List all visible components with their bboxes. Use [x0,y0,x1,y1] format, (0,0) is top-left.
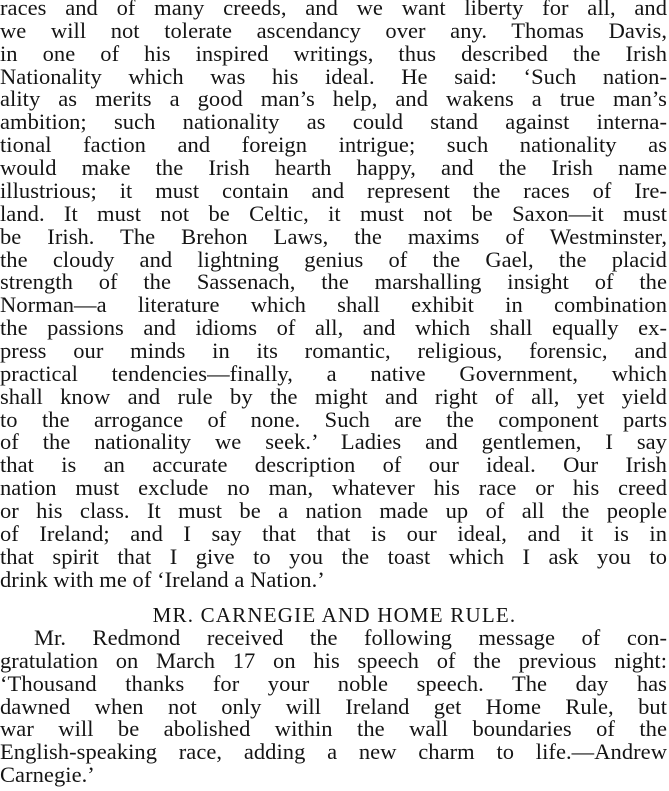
text-line: drink with me of ‘Ireland a Nation.’ [0,566,325,592]
text-line: ‘Thousand thanks for your noble speech. The day has [0,670,667,696]
text-line: in one of his inspired writings, thus described the Irish [0,40,667,66]
text-line: dawned when not only will Ireland get Home Rule, but [0,693,667,719]
text-line: the cloudy and lightning genius of the Gael, the placid [0,246,667,272]
text-line: races and of many creeds, and we want liberty for all, and [0,0,667,20]
text-line: gratulation on March 17 on his speech of the previous night: [0,647,667,673]
text-line: Nationality which was his ideal. He said: ‘Such nation- [0,63,667,89]
text-line: strength of the Sassenach, the marshalling insight of the [0,269,667,295]
text-line: that spirit that I give to you the toast which I ask you to [0,543,667,569]
text-line: ality as merits a good man’s help, and wakens a true man’s [0,86,667,112]
text-line: practical tendencies—finally, a native Government, which [0,360,667,386]
text-line: nation must exclude no man, whatever his race or his creed [0,475,667,501]
text-line: the passions and idioms of all, and which shall equally ex- [0,315,667,341]
text-line: Mr. Redmond received the following message of con- [34,624,667,650]
text-line: we will not tolerate ascendancy over any. Thomas Davis, [0,17,667,43]
text-line: war will be abolished within the wall boundaries of the [0,716,667,742]
text-line: illustrious; it must contain and represent the races of Ire- [0,177,667,203]
text-line: of Ireland; and I say that that is our ideal, and it is in [0,520,667,546]
text-line: ambition; such nationality as could stand against interna- [0,109,667,135]
text-line: that is an accurate description of our ideal. Our Irish [0,452,667,478]
text-line: shall know and rule by the might and right of all, yet yield [0,383,667,409]
text-line: Norman—a literature which shall exhibit in combination [0,292,667,318]
text-line: tional faction and foreign intrigue; such nationality as [0,132,667,158]
text-line: English-speaking race, adding a new charm to life.—Andrew [0,739,667,765]
text-line: would make the Irish hearth happy, and the Irish name [0,155,667,181]
text-line: of the nationality we seek.’ Ladies and gentlemen, I say [0,429,667,455]
text-line: land. It must not be Celtic, it must not be Saxon—it must [0,200,667,226]
text-line: be Irish. The Brehon Laws, the maxims of Westminster, [0,223,667,249]
section-heading: MR. CARNEGIE AND HOME RULE. [152,603,517,628]
text-line: or his class. It must be a nation made up of all the people [0,498,667,524]
text-line: Carnegie.’ [0,762,95,788]
text-line: to the arrogance of none. Such are the component parts [0,406,667,432]
text-line: press our minds in its romantic, religious, forensic, and [0,337,667,363]
